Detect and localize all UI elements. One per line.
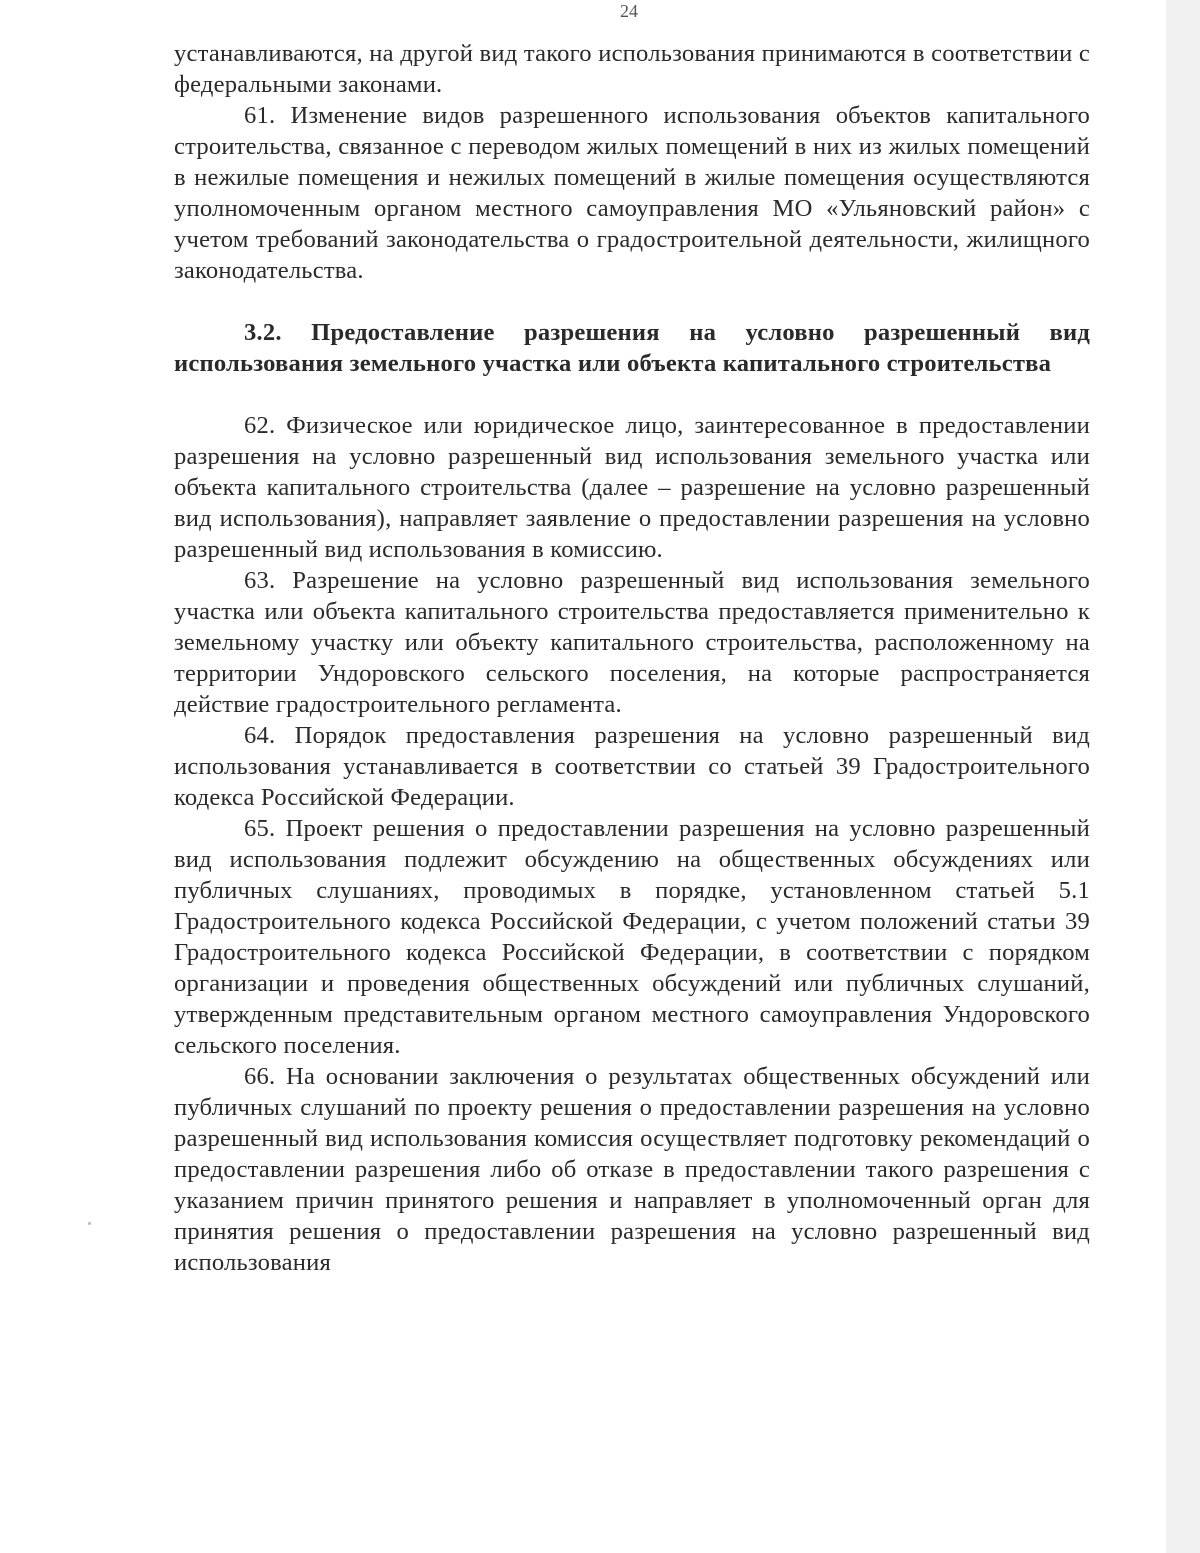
paragraph-63: 63. Разрешение на условно разрешенный вид использования земельного участка или объекта капитального строительства предоставляется применительно к земельному участку или объекту капитального строительства, расположенному на территории Ундоровского сельского поселения, на которые распространяется действие градостроительного регламента.: [174, 567, 1090, 718]
paragraph-61: 61. Изменение видов разрешенного использования объектов капитального строительства, связанное с переводом жилых помещений в них из жилых помещений в нежилые помещения и нежилых помещений в жилые помещения осуществляются уполномоченным органом местного самоуправления МО «Ульяновский район» с учетом требований законодательства о градостроительной деятельности, жилищного законодательства.: [174, 102, 1090, 284]
scan-speck: [88, 1222, 91, 1225]
section-heading: 3.2. Предоставление разрешения на условно разрешенный вид использования земельного участка или объекта капитального строительства: [174, 319, 1090, 377]
paragraph-continuation: устанавливаются, на другой вид такого использования принимаются в соответствии с федеральными законами.: [174, 40, 1090, 98]
paragraph-66: 66. На основании заключения о результатах общественных обсуждений или публичных слушаний по проекту решения о предоставлении разрешения на условно разрешенный вид использования комиссия осуществляет подготовку рекомендаций о предоставлении разрешения либо об отказе в предоставлении такого разрешения с указанием причин принятого решения и направляет в уполномоченный орган для принятия решения о предоставлении разрешения на условно разрешенный вид использования: [174, 1063, 1090, 1276]
page-number: 24: [620, 1, 638, 21]
document-body: [174, 38, 1090, 1278]
scan-edge: [1166, 0, 1200, 1553]
paragraph-64: 64. Порядок предоставления разрешения на условно разрешенный вид использования устанавливается в соответствии со статьей 39 Градостроительного кодекса Российской Федерации.: [174, 722, 1090, 811]
paragraph-62: 62. Физическое или юридическое лицо, заинтересованное в предоставлении разрешения на условно разрешенный вид использования земельного участка или объекта капитального строительства (далее – разрешение на условно разрешенный вид использования), направляет заявление о предоставлении разрешения на условно разрешенный вид использования в комиссию.: [174, 412, 1090, 563]
paragraph-65: 65. Проект решения о предоставлении разрешения на условно разрешенный вид использования подлежит обсуждению на общественных обсуждениях или публичных слушаниях, проводимых в порядке, установленном статьей 5.1 Градостроительного кодекса Российской Федерации, с учетом положений статьи 39 Градостроительного кодекса Российской Федерации, в соответствии с порядком организации и проведения общественных обсуждений или публичных слушаний, утвержденным представительным органом местного самоуправления Ундоровского сельского поселения.: [174, 815, 1090, 1059]
